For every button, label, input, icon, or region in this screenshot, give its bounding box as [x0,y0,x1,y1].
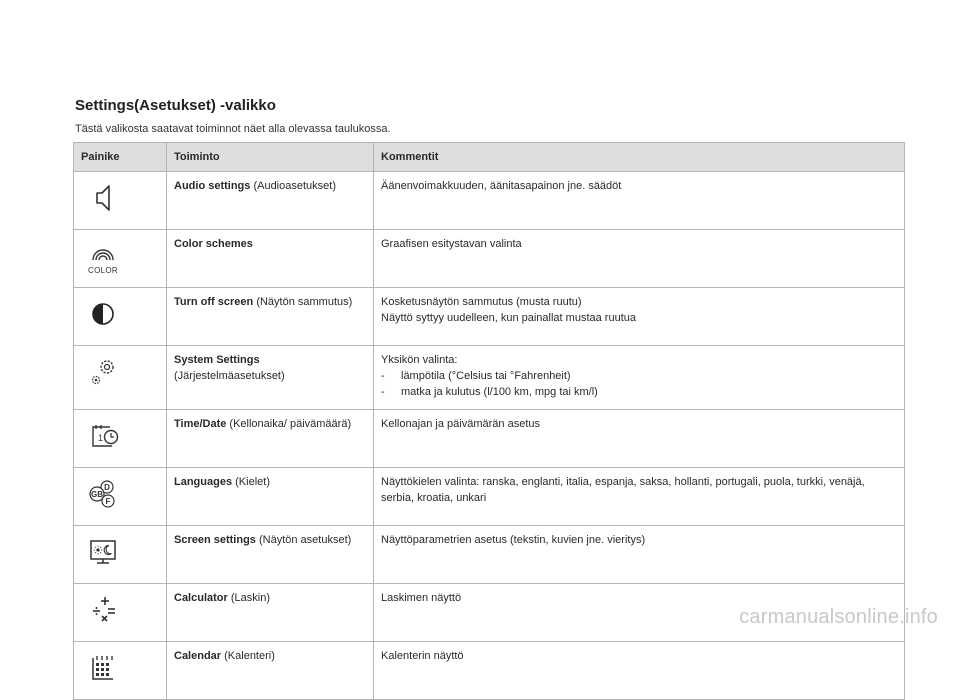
comment-text: Näyttö syttyy uudelleen, kun painallat mustaa ruutua [381,312,636,324]
speaker-icon[interactable] [81,178,125,218]
comment-cell [374,288,905,346]
comment-text: Kosketusnäytön sammutus (musta ruutu) [381,296,582,308]
comment-cell [374,230,905,288]
comment-cell [374,410,905,468]
comment-cell [374,526,905,584]
comment-text: Näyttökielen valinta: ranska, englanti, italia, espanja, saksa, hollanti, portugali, puola, turkki, venäjä, serbia, kroatia, unkari [381,476,865,504]
function-desc: (Näytön asetukset) [255,534,352,546]
calendar-day-label: 1 [98,433,104,443]
page-title: Settings(Asetukset) -valikko [75,97,276,114]
function-name: Languages [174,476,233,488]
function-name: Calendar [174,650,222,662]
function-desc: (Järjestelmäasetukset) [174,370,285,382]
function-cell [167,172,374,230]
function-desc: (Kellonaika/ päivämäärä) [226,418,352,430]
intro-text: Tästä valikosta saatavat toiminnot näet alla olevassa taulukossa. [75,123,391,135]
calculator-icon[interactable] [81,590,125,630]
table-row [74,230,905,288]
comment-text: Kalenterin näyttö [381,650,464,662]
icon-cell [74,526,167,584]
lang-label-gb: GB [91,490,103,499]
icon-cell [74,230,167,288]
comment-cell [374,172,905,230]
function-cell [167,288,374,346]
comment-text: Kellonajan ja päivämärän asetus [381,418,540,430]
table-row [74,172,905,230]
function-name: Turn off screen [174,296,254,308]
color-icon[interactable] [81,236,125,276]
function-desc: (Kielet) [232,476,270,488]
function-cell [167,410,374,468]
function-name: Audio settings [174,180,251,192]
icon-cell [74,288,167,346]
calendar-icon[interactable] [81,648,125,688]
comment-cell [374,468,905,526]
icon-cell [74,584,167,642]
bullet-item: - matka ja kulutus (l/100 km, mpg tai km/l) [381,384,897,400]
function-cell [167,526,374,584]
comment-cell [374,346,905,410]
screen-off-icon[interactable] [81,294,125,334]
function-desc: (Audioasetukset) [250,180,336,192]
watermark: carmanualsonline.info [739,606,938,628]
screen-settings-icon[interactable] [81,532,125,572]
function-name: Color schemes [174,238,253,250]
lang-label-f: F [105,497,111,506]
comment-text: Yksikön valinta: [381,354,458,366]
icon-cell [74,410,167,468]
function-cell [167,584,374,642]
icon-cell [74,642,167,700]
languages-icon[interactable] [81,474,125,514]
comment-text: Näyttöparametrien asetus (tekstin, kuvien jne. vieritys) [381,534,646,546]
table-row [74,526,905,584]
table-row [74,288,905,346]
function-cell [167,642,374,700]
function-cell [167,468,374,526]
function-desc: (Näytön sammutus) [253,296,353,308]
color-icon-label: COLOR [88,266,118,275]
function-name: Time/Date [174,418,227,430]
function-name: Calculator [174,592,228,604]
comment-text: Äänenvoimakkuuden, äänitasapainon jne. säädöt [381,180,622,192]
header-comment: Kommentit [374,143,905,172]
table-row [74,346,905,410]
header-function: Toiminto [167,143,374,172]
comment-text: Graafisen esitystavan valinta [381,238,522,250]
function-name: Screen settings [174,534,256,546]
icon-cell [74,346,167,410]
calendar-clock-icon[interactable] [81,416,125,456]
function-desc: (Kalenteri) [221,650,275,662]
function-name: System Settings [174,354,260,366]
table-header-row [74,143,905,172]
table-row [74,410,905,468]
table-row [74,468,905,526]
icon-cell [74,172,167,230]
bullet-item: - lämpötila (°Celsius tai °Fahrenheit) [381,368,897,384]
lang-label-d: D [104,483,110,492]
table-row [74,642,905,700]
header-button: Painike [74,143,167,172]
function-desc: (Laskin) [227,592,270,604]
comment-text: Laskimen näyttö [381,592,462,604]
gears-icon[interactable] [81,352,125,392]
icon-cell [74,468,167,526]
function-cell [167,346,374,410]
function-cell [167,230,374,288]
comment-cell [374,642,905,700]
